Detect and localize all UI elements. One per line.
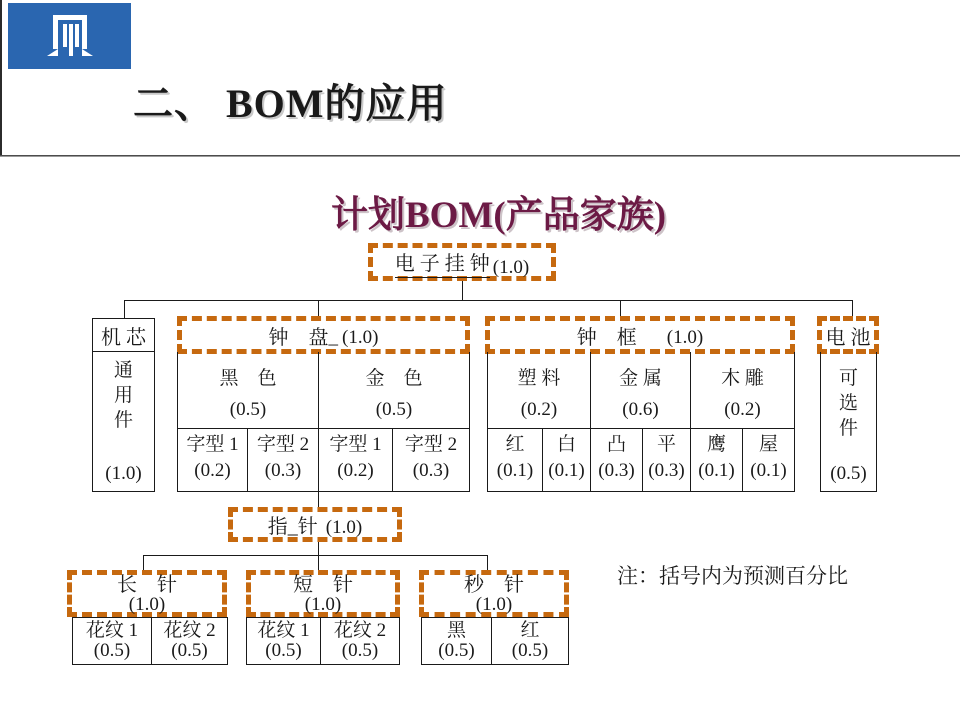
node-short-needle	[246, 570, 400, 617]
header-divider-line	[0, 155, 960, 157]
cell-house	[743, 429, 794, 491]
dial-table	[177, 352, 470, 492]
connector-root-down	[462, 281, 463, 300]
cell-dial-black	[178, 352, 319, 428]
cell-dial-gold	[319, 352, 469, 428]
logo-icon	[43, 10, 97, 62]
node-optional-part-label: 可选件	[838, 368, 858, 439]
cell-eagle	[691, 429, 743, 491]
logo	[8, 3, 131, 69]
cell-font2a	[248, 429, 319, 491]
node-optional-part-value: (0.5)	[830, 463, 867, 484]
frame-material-row	[488, 352, 794, 429]
cell-label: 鹰	[706, 434, 726, 455]
cell-label: 塑 料	[517, 368, 561, 389]
connector-to-second-needle	[487, 555, 488, 570]
cell-red	[488, 429, 543, 491]
page-title: 二、 BOM的应用	[133, 81, 448, 126]
cell-label: 凸	[606, 434, 626, 455]
cell-label: 屋	[758, 434, 778, 455]
cell-label: 花纹 1	[257, 620, 310, 641]
cell-label: 花纹 2	[333, 620, 387, 641]
node-common-part-label: 通用件	[113, 360, 133, 431]
cell-value: (0.5)	[511, 640, 549, 661]
connector-dial-to-pointer	[318, 492, 319, 507]
node-pointer	[228, 507, 402, 542]
cell-label: 字型 2	[404, 434, 458, 455]
node-root-label: 电 子 挂 钟	[395, 247, 490, 278]
connector-to-frame	[620, 300, 621, 316]
cell-font1b	[319, 429, 393, 491]
cell-label: 平	[656, 434, 676, 455]
node-dial-label: 钟 盘	[268, 326, 329, 349]
cell-pattern1a	[73, 618, 152, 664]
cell-value: (0.3)	[598, 460, 635, 481]
dial-font-row	[178, 429, 469, 491]
cell-font1a	[178, 429, 248, 491]
node-movement	[92, 318, 155, 352]
long-needle-options	[72, 617, 228, 665]
left-edge-line	[0, 0, 2, 155]
cell-metal	[591, 352, 691, 428]
cell-flat	[643, 429, 691, 491]
cell-label: 黑	[446, 620, 466, 641]
cell-convex	[591, 429, 643, 491]
node-dial-value: (1.0)	[342, 327, 379, 348]
node-root	[368, 243, 556, 281]
node-long-needle-label: 长 针	[117, 574, 177, 596]
cell-value: (0.5)	[438, 640, 475, 661]
cell-font2b	[393, 429, 469, 491]
cell-label: 黑 色	[219, 368, 277, 389]
node-battery-label: 电 池	[825, 326, 871, 349]
note-text: 注：括号内为预测百分比	[617, 565, 848, 588]
short-needle-options	[246, 617, 400, 665]
frame-style-row	[488, 429, 794, 491]
node-movement-label: 机 芯	[101, 326, 146, 349]
connector-to-dial	[318, 300, 319, 316]
connector-to-short-needle	[318, 555, 319, 570]
connector-to-battery	[852, 300, 853, 316]
node-optional-part	[820, 352, 877, 492]
connector-to-long-needle	[143, 555, 144, 570]
cell-value: (0.1)	[750, 460, 787, 481]
node-long-needle-value: (1.0)	[128, 594, 166, 615]
cell-value: (0.5)	[341, 640, 379, 661]
node-frame-label: 钟 框	[576, 326, 637, 349]
cell-plastic	[488, 352, 591, 428]
cell-label: 花纹 1	[85, 620, 139, 641]
cell-value: (0.5)	[93, 640, 131, 661]
cell-value: (0.1)	[698, 460, 735, 481]
cell-pattern2b	[321, 618, 399, 664]
cell-value: (0.5)	[265, 640, 302, 661]
cell-woodcarving	[691, 352, 794, 428]
cell-value: (0.3)	[648, 460, 685, 481]
cell-white	[543, 429, 591, 491]
node-short-needle-label: 短 针	[293, 574, 353, 596]
cell-label: 字型 1	[186, 434, 239, 455]
cell-label: 字型 1	[329, 434, 382, 455]
diagram-title: 计划BOM(产品家族)	[331, 195, 667, 236]
node-battery	[817, 316, 879, 354]
node-frame	[485, 316, 795, 354]
connector-level1-horizontal	[124, 300, 853, 301]
node-pointer-label: 指_针	[267, 516, 318, 538]
cell-value: (0.2)	[194, 460, 231, 481]
cell-label: 木 雕	[721, 368, 764, 389]
connector-pointer-down	[318, 542, 319, 555]
cell-label: 金 属	[619, 368, 662, 389]
cell-label: 白	[556, 434, 576, 455]
cell-label: 红	[520, 620, 540, 641]
node-second-needle	[419, 570, 569, 617]
node-dial	[177, 316, 470, 354]
cell-value: (0.3)	[264, 460, 302, 481]
cell-value: (0.6)	[622, 399, 659, 420]
node-common-part-value: (1.0)	[105, 463, 142, 484]
cell-value: (0.5)	[229, 399, 267, 420]
cell-value: (0.3)	[412, 460, 450, 481]
cell-label: 花纹 2	[163, 620, 216, 641]
frame-table	[487, 352, 795, 492]
cell-label: 字型 2	[256, 434, 310, 455]
cell-value: (0.5)	[171, 640, 208, 661]
node-root-value: (1.0)	[492, 257, 530, 278]
node-pointer-value: (1.0)	[325, 516, 363, 538]
node-short-needle-value: (1.0)	[304, 594, 342, 615]
dial-color-row	[178, 352, 469, 429]
node-frame-value: (1.0)	[666, 327, 704, 348]
cell-value: (0.1)	[496, 460, 534, 481]
second-needle-options	[421, 617, 569, 665]
cell-label: 红	[505, 434, 525, 455]
node-second-needle-label: 秒 针	[464, 574, 524, 596]
cell-pattern1b	[247, 618, 321, 664]
node-long-needle	[67, 570, 227, 617]
node-common-part	[92, 352, 155, 492]
connector-needles-horizontal	[143, 555, 488, 556]
cell-label: 金 色	[365, 368, 423, 389]
cell-black-needle	[422, 618, 492, 664]
connector-to-movement	[124, 300, 125, 318]
cell-value: (0.2)	[337, 460, 374, 481]
cell-value: (0.1)	[548, 460, 585, 481]
cell-value: (0.5)	[375, 399, 413, 420]
cell-value: (0.2)	[724, 399, 761, 420]
cell-pattern2a	[152, 618, 227, 664]
cell-value: (0.2)	[520, 399, 558, 420]
node-dial-sep: _	[328, 327, 339, 348]
node-second-needle-value: (1.0)	[475, 594, 513, 615]
cell-red-needle	[492, 618, 568, 664]
